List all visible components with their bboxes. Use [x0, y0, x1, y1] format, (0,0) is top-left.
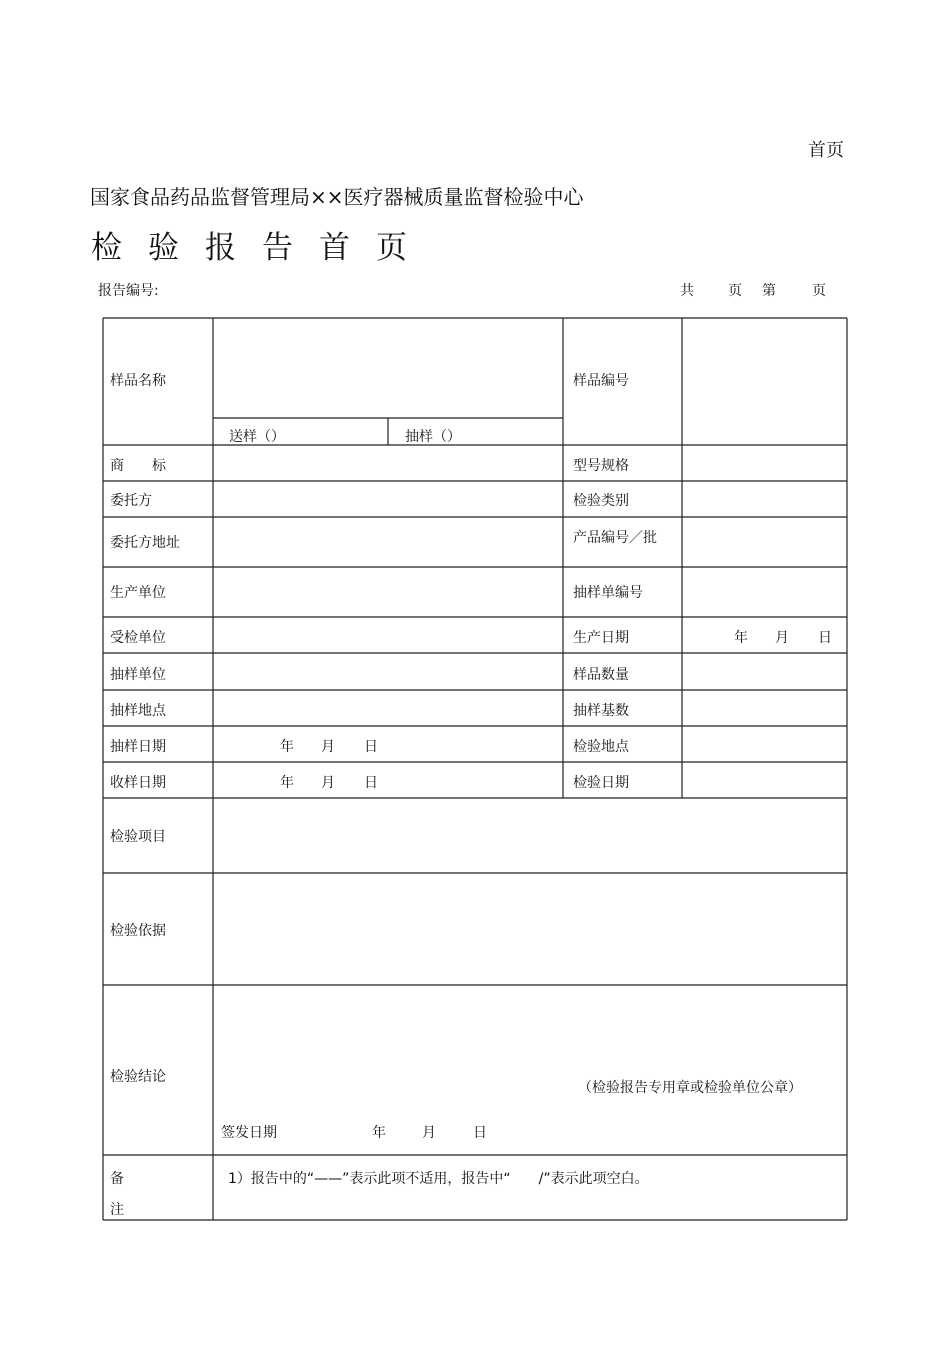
test-location-field[interactable] [683, 727, 846, 761]
test-date-field[interactable] [683, 763, 846, 797]
total-suffix: 页 [728, 283, 742, 299]
production-date-field[interactable] [683, 627, 846, 647]
label-sampling-unit: 抽样单位 [110, 667, 166, 683]
label-test-items: 检验项目 [110, 829, 166, 845]
sampling-date-field[interactable] [214, 736, 562, 756]
sample-quantity-field[interactable] [683, 654, 846, 689]
sampling-sheet-no-field[interactable] [683, 568, 846, 616]
month-unit: 月 [775, 630, 789, 646]
sending-option[interactable]: 送样（） [229, 429, 285, 445]
label-test-basis: 检验依据 [110, 923, 166, 939]
current-suffix: 页 [812, 283, 826, 299]
sample-number-field[interactable] [683, 319, 846, 444]
label-sampling-sheet-no: 抽样单编号 [573, 585, 643, 601]
label-remarks-1: 备 [110, 1171, 124, 1187]
year-unit: 年 [280, 775, 294, 791]
label-test-location: 检验地点 [573, 739, 629, 755]
inspected-unit-field[interactable] [214, 618, 562, 652]
day-unit: 日 [364, 739, 378, 755]
page-corner-label: 首页 [808, 140, 844, 161]
label-sampling-base: 抽样基数 [573, 703, 629, 719]
model-spec-field[interactable] [683, 446, 846, 480]
report-number-label: 报告编号: [98, 283, 159, 299]
label-sampling-location: 抽样地点 [110, 703, 166, 719]
current-prefix: 第 [762, 283, 776, 299]
month-unit: 月 [422, 1125, 436, 1141]
organization-name: 国家食品药品监督管理局××医疗器械质量监督检验中心 [90, 185, 584, 209]
label-test-category: 检验类别 [573, 493, 629, 509]
product-batch-field[interactable] [683, 518, 846, 566]
day-unit: 日 [364, 775, 378, 791]
sample-name-field[interactable] [214, 319, 562, 417]
label-sample-number: 样品编号 [573, 373, 629, 389]
label-client: 委托方 [110, 493, 152, 509]
client-field[interactable] [214, 482, 562, 516]
test-basis-field[interactable] [214, 874, 846, 984]
sampling-unit-field[interactable] [214, 654, 562, 689]
test-category-field[interactable] [683, 482, 846, 516]
sampling-option[interactable]: 抽样（） [405, 429, 461, 445]
label-conclusion: 检验结论 [110, 1069, 166, 1085]
seal-note: （检验报告专用章或检验单位公章） [578, 1080, 802, 1096]
year-unit: 年 [734, 630, 748, 646]
day-unit: 日 [818, 630, 832, 646]
page-title: 检验报告首页 [91, 230, 433, 266]
sampling-location-field[interactable] [214, 691, 562, 725]
issue-date-field[interactable] [372, 1122, 552, 1142]
manufacturer-field[interactable] [214, 568, 562, 616]
month-unit: 月 [321, 739, 335, 755]
remarks-text: 1）报告中的“——”表示此项不适用，报告中“ /”表示此项空白。 [228, 1171, 649, 1187]
label-issue-date: 签发日期 [221, 1125, 277, 1141]
total-prefix: 共 [680, 283, 694, 299]
label-sampling-date: 抽样日期 [110, 739, 166, 755]
label-manufacturer: 生产单位 [110, 585, 166, 601]
day-unit: 日 [473, 1125, 487, 1141]
label-model-spec: 型号规格 [573, 458, 629, 474]
label-receipt-date: 收样日期 [110, 775, 166, 791]
conclusion-field[interactable] [214, 986, 846, 1066]
client-address-field[interactable] [214, 518, 562, 566]
test-items-field[interactable] [214, 799, 846, 872]
receipt-date-field[interactable] [214, 772, 562, 792]
label-inspected-unit: 受检单位 [110, 630, 166, 646]
year-unit: 年 [372, 1125, 386, 1141]
sampling-base-field[interactable] [683, 691, 846, 725]
label-product-batch: 产品编号／批 [573, 530, 657, 546]
label-sample-quantity: 样品数量 [573, 667, 629, 683]
label-sample-name: 样品名称 [110, 373, 166, 389]
year-unit: 年 [280, 739, 294, 755]
label-production-date: 生产日期 [573, 630, 629, 646]
month-unit: 月 [321, 775, 335, 791]
label-test-date: 检验日期 [573, 775, 629, 791]
brand-field[interactable] [214, 446, 562, 480]
label-brand: 商 标 [110, 458, 166, 474]
label-remarks-2: 注 [110, 1202, 124, 1218]
label-client-address: 委托方地址 [110, 535, 180, 551]
